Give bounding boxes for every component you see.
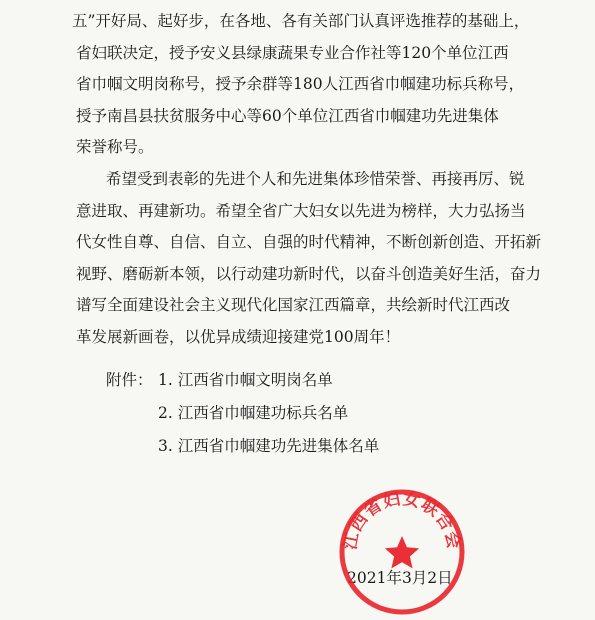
text-line: 授予南昌县扶贫服务中心等60个单位江西省巾帼建功先进集体 <box>76 106 499 125</box>
star-icon <box>385 536 419 568</box>
paragraph-awards <box>72 6 546 164</box>
official-seal <box>338 488 466 616</box>
text-line: 五”开好局、起好步，在各地、各有关部门认真评选推荐的基础上， <box>72 12 530 30</box>
paragraph-hope <box>76 164 546 354</box>
text-line: 革发展新画卷，以优异成绩迎接建党100周年！ <box>76 327 401 346</box>
text-line: 荣誉称号。 <box>76 138 154 157</box>
text-line: 希望受到表彰的先进个人和先进集体珍惜荣誉、再接再厉、锐 <box>106 170 525 188</box>
text-line: 省巾帼文明岗称号，授予余群等180人江西省巾帼建功标兵称号， <box>76 75 525 94</box>
text-line: 视野、磨砺新本领，以行动建功新时代，以奋斗创造美好生活，奋力 <box>76 264 542 283</box>
attachment-item: 2. 江西省巾帼建功标兵名单 <box>158 404 349 422</box>
seal-text: 江西省妇女联合会 <box>340 488 464 552</box>
attachments-label: 附件： <box>106 371 153 389</box>
text-line: 谱写全面建设社会主义现代化国家江西篇章，共绘新时代江西改 <box>76 296 511 315</box>
issue-date: 2021年3月2日 <box>347 569 453 587</box>
attachment-item: 3. 江西省巾帼建功先进集体名单 <box>158 437 380 455</box>
text-line: 意进取、再建新功。希望全省广大妇女以先进为榜样，大力弘扬当 <box>76 201 526 220</box>
text-line: 省妇联决定，授予安义县绿康蔬果专业合作社等120个单位江西 <box>76 43 509 62</box>
text-line: 代女性自尊、自信、自立、自强的时代精神，不断创新创造、开拓新 <box>76 233 542 252</box>
attachment-item: 1. 江西省巾帼文明岗名单 <box>158 371 333 389</box>
